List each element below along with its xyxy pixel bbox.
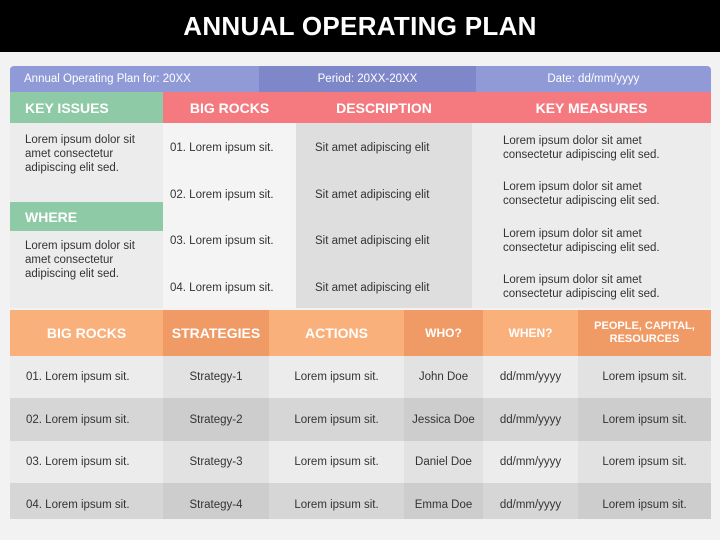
row-big-rock: 03. Lorem ipsum sit. xyxy=(26,456,130,468)
row-big-rock: 04. Lorem ipsum sit. xyxy=(26,499,130,511)
row-resources: Lorem ipsum sit. xyxy=(602,456,687,468)
page-title: ANNUAL OPERATING PLAN xyxy=(0,0,720,52)
row-strategy: Strategy-1 xyxy=(189,371,243,383)
bottom-big-rocks-header: BIG ROCKS xyxy=(10,310,163,356)
where-header: WHERE xyxy=(10,202,163,231)
row-strategy: Strategy-2 xyxy=(189,413,243,426)
when-header: WHEN? xyxy=(483,310,578,356)
row-strategy: Strategy-4 xyxy=(189,499,243,511)
row-action: Lorem ipsum sit. xyxy=(294,371,379,383)
row-resources: Lorem ipsum sit. xyxy=(602,371,687,383)
big-rock-item: 01. Lorem ipsum sit. xyxy=(170,142,274,154)
strategies-header: STRATEGIES xyxy=(163,310,269,356)
key-measures-header: KEY MEASURES xyxy=(472,92,711,123)
big-rock-item: 02. Lorem ipsum sit. xyxy=(170,189,274,201)
key-measure-item: Lorem ipsum dolor sit amet consectetur adipiscing elit sed. xyxy=(503,181,660,207)
row-action: Lorem ipsum sit. xyxy=(294,413,379,426)
row-who: Emma Doe xyxy=(414,499,473,511)
description-item: Sit amet adipiscing elit xyxy=(315,282,430,294)
row-who: John Doe xyxy=(418,371,469,383)
key-measure-item: Lorem ipsum dolor sit amet consectetur adipiscing elit sed. xyxy=(503,274,660,300)
who-header: WHO? xyxy=(404,310,483,356)
key-issues-header: KEY ISSUES xyxy=(10,92,163,123)
row-when: dd/mm/yyyy xyxy=(499,371,562,383)
row-action: Lorem ipsum sit. xyxy=(294,456,379,468)
description-item: Sit amet adipiscing elit xyxy=(315,142,430,154)
row-who: Jessica Doe xyxy=(412,413,475,426)
row-when: dd/mm/yyyy xyxy=(499,413,562,426)
description-header: DESCRIPTION xyxy=(296,92,472,123)
people-header: PEOPLE, CAPITAL, RESOURCES xyxy=(578,310,711,356)
plan-for-label: Annual Operating Plan for: 20XX xyxy=(10,66,259,92)
big-rock-item: 04. Lorem ipsum sit. xyxy=(170,282,274,294)
row-resources: Lorem ipsum sit. xyxy=(602,413,687,426)
key-issues-text: Lorem ipsum dolor sit amet consectetur adipiscing elit sed. xyxy=(25,134,135,174)
row-strategy: Strategy-3 xyxy=(189,456,243,468)
big-rock-item: 03. Lorem ipsum sit. xyxy=(170,235,274,247)
row-when: dd/mm/yyyy xyxy=(499,456,562,468)
description-item: Sit amet adipiscing elit xyxy=(315,235,430,247)
big-rocks-header: BIG ROCKS xyxy=(163,92,296,123)
date-label: Date: dd/mm/yyyy xyxy=(476,66,711,92)
period-label: Period: 20XX-20XX xyxy=(259,66,476,92)
actions-header: ACTIONS xyxy=(269,310,404,356)
key-measure-item: Lorem ipsum dolor sit amet consectetur adipiscing elit sed. xyxy=(503,228,660,254)
row-action: Lorem ipsum sit. xyxy=(294,499,379,511)
row-when: dd/mm/yyyy xyxy=(499,499,562,511)
row-big-rock: 01. Lorem ipsum sit. xyxy=(26,371,130,383)
key-measure-item: Lorem ipsum dolor sit amet consectetur adipiscing elit sed. xyxy=(503,135,660,161)
row-resources: Lorem ipsum sit. xyxy=(602,499,687,511)
row-who: Daniel Doe xyxy=(415,456,472,468)
plan-info-bar xyxy=(10,66,711,92)
row-big-rock: 02. Lorem ipsum sit. xyxy=(26,413,130,426)
description-item: Sit amet adipiscing elit xyxy=(315,189,430,201)
where-text: Lorem ipsum dolor sit amet consectetur adipiscing elit sed. xyxy=(25,240,135,280)
